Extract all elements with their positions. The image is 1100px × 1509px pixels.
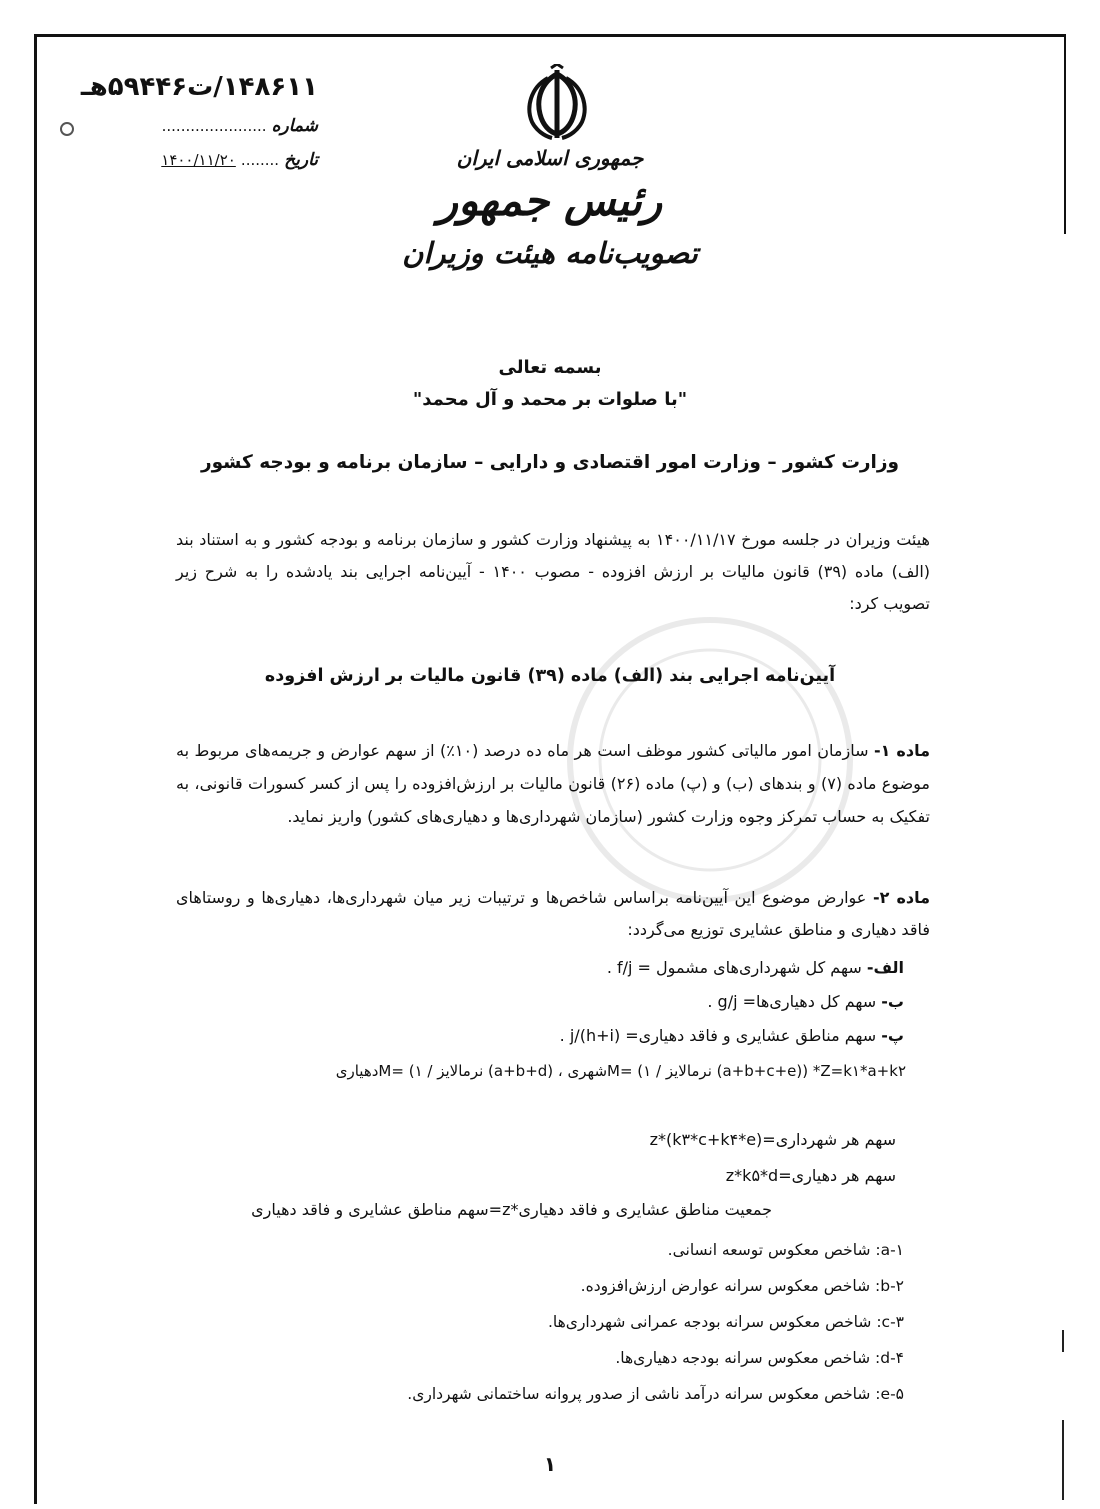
item-label: پ- — [881, 1026, 904, 1045]
index-item: ۲-b: شاخص معکوس سرانه عوارض ارزش‌افزوده. — [580, 1277, 904, 1295]
office-title: رئیس جمهور — [437, 176, 663, 225]
reference-number: ۱۴۸۶۱۱/ت۵۹۴۴۶هـ — [80, 72, 318, 102]
date-value: ۱۴۰۰/۱۱/۲۰ — [161, 151, 236, 169]
nomadic-share-formula: جمعیت مناطق عشایری و فاقد دهیاری*z=سهم مناطق عشایری و فاقد دهیاری — [251, 1200, 772, 1219]
village-share-formula: سهم هر دهیاری=z*k۵*d — [725, 1166, 896, 1185]
margin-mark — [34, 1150, 36, 1190]
number-row — [78, 116, 318, 136]
item-text: سهم کل شهرداری‌های مشمول = f/j . — [606, 958, 867, 977]
index-item: ۱-a: شاخص معکوس توسعه انسانی. — [667, 1241, 904, 1259]
margin-mark — [1062, 1330, 1064, 1352]
item-label: ب- — [881, 992, 904, 1011]
item-be — [176, 992, 904, 1011]
page-number: ۱ — [543, 1452, 557, 1476]
article-2-label: ماده ۲- — [872, 888, 931, 907]
article-2-text: عوارض موضوع این آیین‌نامه براساس شاخص‌ها و ترتیبات زیر میان شهرداری‌ها، دهیاری‌ها و روستاهای فاقد دهیاری و مناطق عشایری توزیع می‌گردد: — [176, 888, 930, 939]
number-dots: ...................... — [161, 117, 267, 135]
municipal-share-formula: سهم هر شهرداری=z*(k۳*c+k۴*e) — [649, 1130, 896, 1149]
hole-punch-icon — [60, 122, 74, 136]
scan-frame-top — [34, 34, 1066, 37]
scan-frame-right — [1064, 34, 1066, 234]
date-label: تاریخ — [284, 150, 318, 170]
index-item: ۴-d: شاخص معکوس سرانه بودجه دهیاری‌ها. — [615, 1349, 904, 1367]
intro-paragraph: هیئت وزیران در جلسه مورخ ۱۴۰۰/۱۱/۱۷ به پیشنهاد وزارت کشور و سازمان برنامه و بودجه کشور و به استناد بند (الف) ماده (۳۹) قانون مالیات بر ارزش افزوده - مصوب ۱۴۰۰ - آیین‌نامه اجرایی بند یادشده را به شرح زیر تصویب کرد: — [176, 530, 931, 613]
document-type: تصویب‌نامه هیئت وزیران — [402, 236, 698, 270]
item-text: سهم مناطق عشایری و فاقد دهیاری= (h+i)/j . — [559, 1026, 882, 1045]
date-dots: ........ — [240, 151, 280, 169]
index-item: ۳-c: شاخص معکوس سرانه بودجه عمرانی شهرداری‌ها. — [547, 1313, 904, 1331]
scan-frame-left — [34, 34, 37, 1504]
article-1-label: ماده ۱- — [874, 741, 931, 760]
regulation-title: آیین‌نامه اجرایی بند (الف) ماده (۳۹) قانون مالیات بر ارزش افزوده — [264, 666, 836, 686]
margin-mark — [34, 540, 36, 590]
number-label: شماره — [271, 116, 318, 136]
article-1-text: سازمان امور مالیاتی کشور موظف است هر ماه ده درصد (۱۰٪) از سهم عوارض و جریمه‌های مربوط به موضوع ماده (۷) و بندهای (ب) و (پ) ماده (۲۶) قانون مالیات بر ارزش‌افزوده را پس از کسر کسورات قانونی، به تفکیک به حساب تمرکز وجوه وزارت کشور (سازمان شهرداری‌ها و دهیاری‌های کشور) واریز نماید. — [176, 741, 930, 826]
margin-mark — [1062, 1420, 1064, 1500]
item-alef — [176, 958, 904, 977]
item-text: سهم کل دهیاری‌ها= g/j . — [707, 992, 882, 1011]
date-row — [78, 150, 318, 170]
country-name: جمهوری اسلامی ایران — [456, 146, 644, 170]
normalize-formula: Z=k۱*a+k۲* ((a+b+c+e) نرمالایز / ۱) =Mشهری ، (a+b+d) نرمالایز / ۱) =Mدهیاری — [335, 1062, 906, 1080]
salutation — [300, 352, 800, 416]
reference-block — [78, 72, 318, 170]
article-1 — [176, 734, 930, 833]
letterhead-title — [380, 146, 720, 276]
item-pe — [176, 1026, 904, 1045]
salutation-line-2: "با صلوات بر محمد و آل محمد" — [412, 389, 688, 410]
index-item: ۵-e: شاخص معکوس سرانه درآمد ناشی از صدور پروانه ساختمانی شهرداری. — [407, 1385, 904, 1403]
salutation-line-1: بسمه تعالی — [498, 357, 602, 378]
iran-emblem-icon — [522, 64, 592, 144]
index-definitions — [360, 1232, 904, 1412]
article-2 — [176, 882, 930, 946]
recipients: وزارت کشور – وزارت امور اقتصادی و دارایی – سازمان برنامه و بودجه کشور — [200, 452, 900, 473]
item-label: الف- — [866, 958, 904, 977]
